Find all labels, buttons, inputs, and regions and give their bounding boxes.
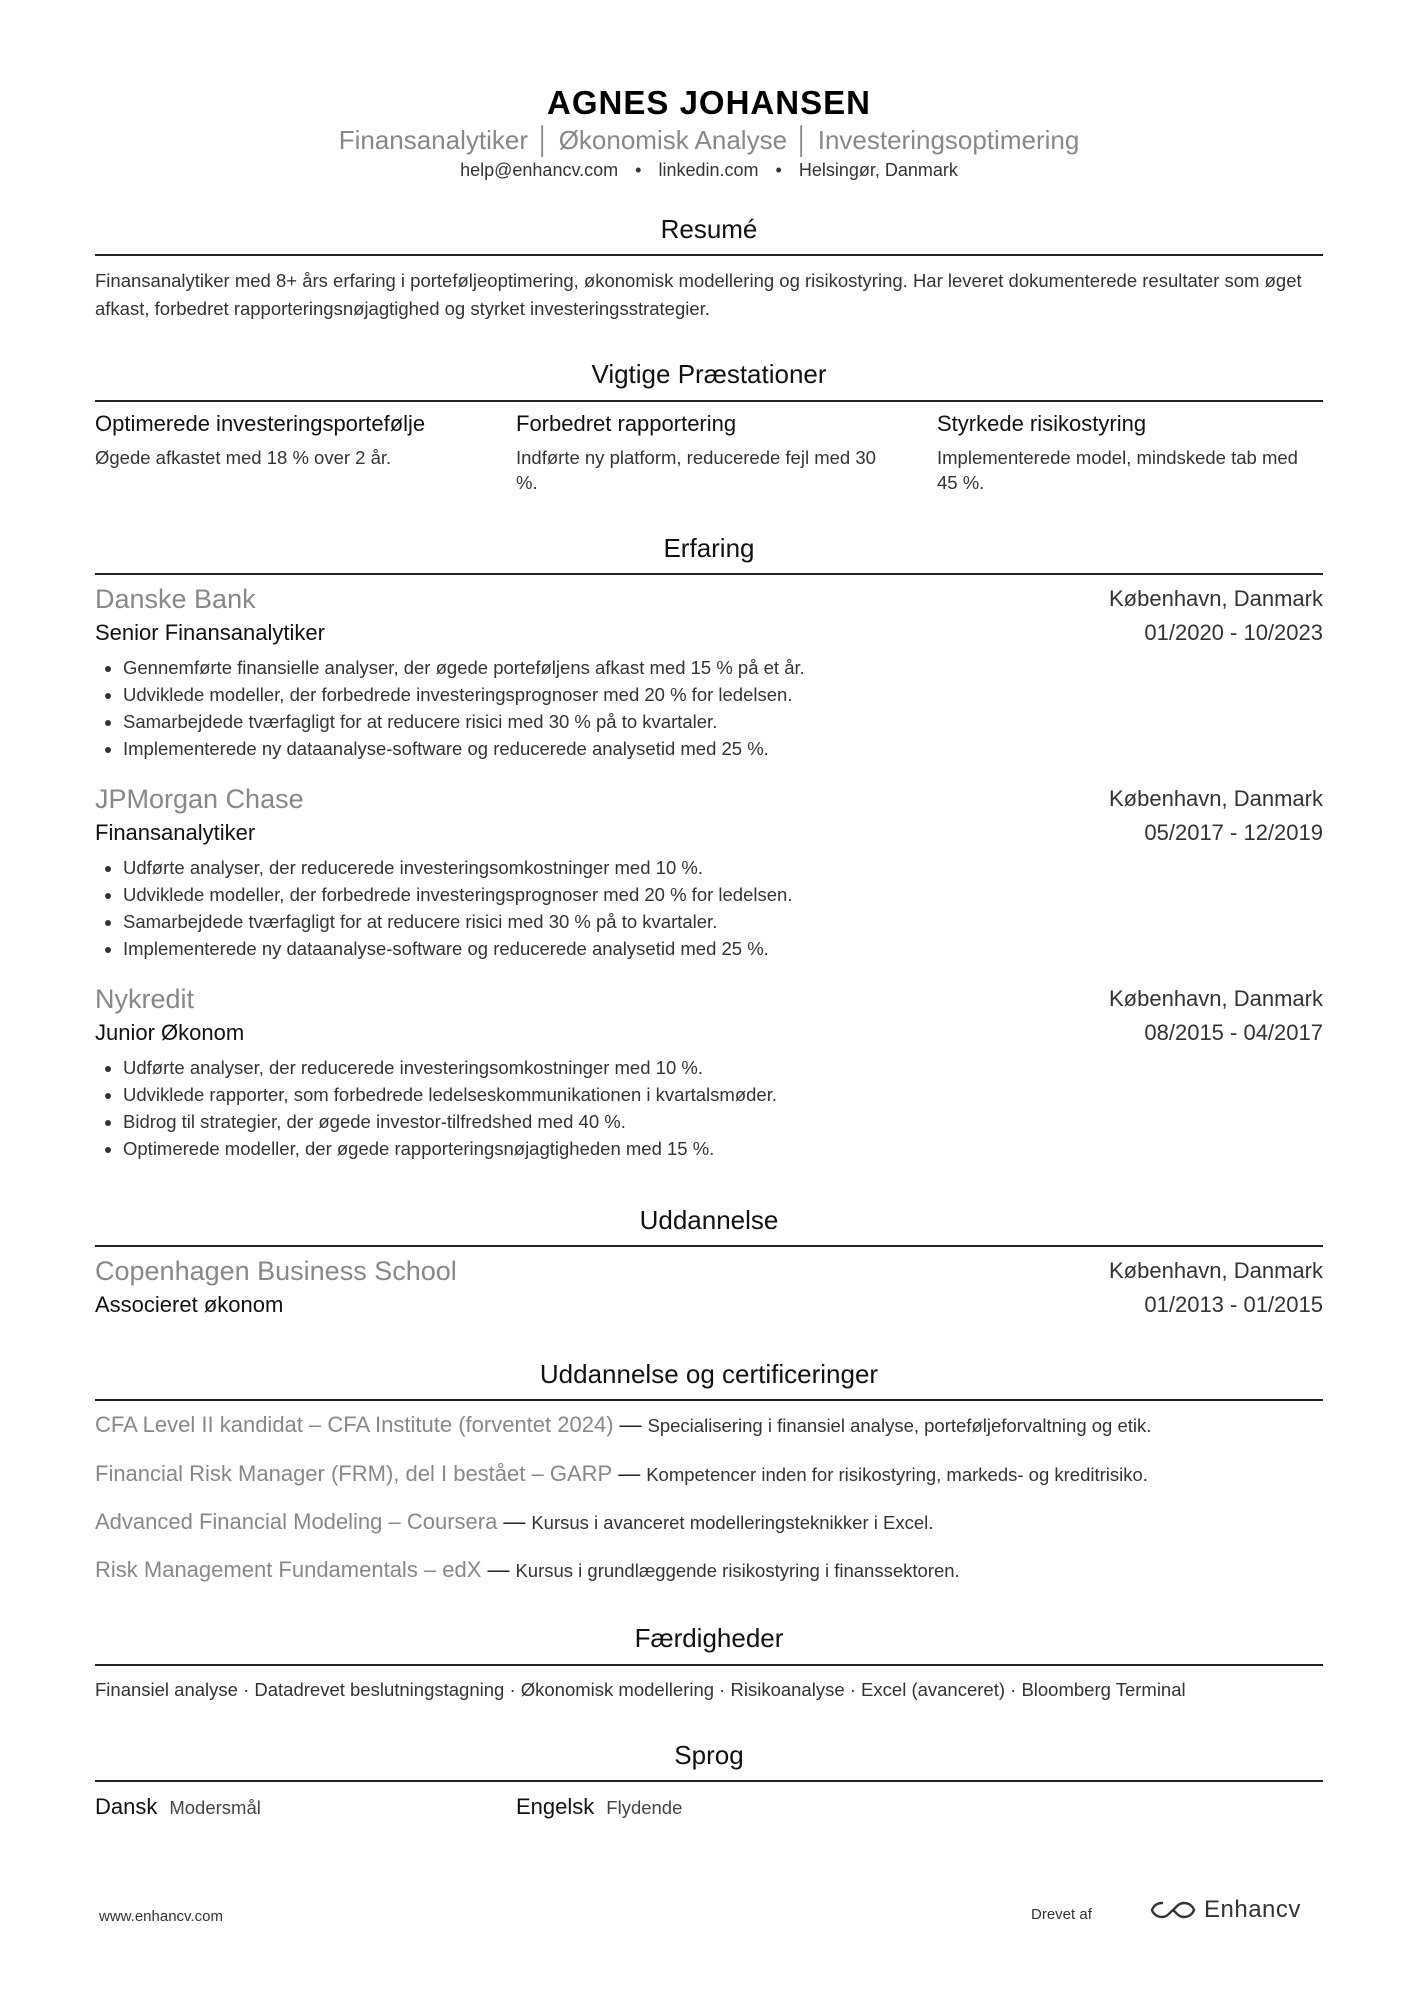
job-dates: 05/2017 - 12/2019 [1144, 820, 1323, 845]
experience-title: Erfaring [663, 533, 755, 563]
footer-made-by: Drevet af [1031, 1906, 1092, 1923]
footer-brand-logo[interactable] [1150, 1896, 1301, 1924]
job-bullet: • Samarbejdede tværfagligt for at reducere risici med 30 % på to kvartaler. [123, 708, 805, 735]
section-divider [95, 1399, 1323, 1401]
certification-desc: Kompetencer inden for risikostyring, markeds- og kreditrisiko. [646, 1464, 1148, 1485]
section-divider [95, 573, 1323, 575]
skills-title: Færdigheder [634, 1623, 784, 1653]
job-bullet: • Udviklede modeller, der forbedrede investeringsprognoser med 20 % for ledelsen. [123, 881, 792, 908]
job-location: København, Danmark [1109, 586, 1323, 611]
candidate-subtitle: Finansanalytiker │ Økonomisk Analyse │ Investeringsoptimering [338, 125, 1080, 155]
section-divider [95, 1780, 1323, 1782]
certification-dash: — [487, 1557, 510, 1582]
section-divider [95, 254, 1323, 256]
enhancv-logo-icon [1150, 1898, 1196, 1922]
certification-dash: — [503, 1509, 526, 1534]
certification-desc: Kursus i avanceret modelleringsteknikker i Excel. [531, 1512, 934, 1533]
job-bullet: • Implementerede ny dataanalyse-software og reducerede analysetid med 25 %. [123, 735, 805, 762]
certification-item [95, 1412, 1323, 1438]
footer-website[interactable]: www.enhancv.com [99, 1908, 223, 1925]
section-divider [95, 1664, 1323, 1666]
certification-desc: Specialisering i finansiel analyse, porteføljeforvaltning og etik. [647, 1415, 1152, 1436]
job-bullets [95, 1054, 777, 1162]
contact-separator: • [635, 160, 642, 180]
job-company: Nykredit [95, 984, 195, 1014]
language-name: Dansk [95, 1794, 158, 1819]
certification-dash: — [618, 1461, 641, 1486]
certification-item [95, 1509, 1323, 1535]
section-divider [95, 400, 1323, 402]
certification-item [95, 1461, 1323, 1487]
language-level: Modersmål [169, 1797, 261, 1818]
job-role: Finansanalytiker [95, 820, 256, 845]
achievement-desc: Øgede afkastet med 18 % over 2 år. [95, 447, 392, 468]
job-bullets [95, 854, 792, 962]
job-dates: 08/2015 - 04/2017 [1144, 1020, 1323, 1045]
certification-name: Risk Management Fundamentals – edX [95, 1557, 482, 1582]
job-bullet: • Gennemførte finansielle analyser, der øgede porteføljens afkast med 15 % på et år. [123, 654, 805, 681]
contact-linkedin[interactable]: linkedin.com [658, 160, 759, 180]
language-item [516, 1794, 682, 1820]
language-level: Flydende [606, 1797, 683, 1818]
candidate-name: AGNES JOHANSEN [547, 84, 871, 121]
contact-location: Helsingør, Danmark [798, 160, 958, 180]
section-divider [95, 1245, 1323, 1247]
education-school: Copenhagen Business School [95, 1256, 457, 1286]
footer-brand-name: Enhancv [1204, 1896, 1301, 1923]
achievement-desc: Indførte ny platform, reducerede fejl med 30 %. [516, 447, 876, 493]
job-bullet: • Udførte analyser, der reducerede investeringsomkostninger med 10 %. [123, 854, 792, 881]
achievement-desc: Implementerede model, mindskede tab med 45 %. [937, 447, 1298, 493]
contact-email[interactable]: help@enhancv.com [460, 160, 619, 180]
job-bullet: • Optimerede modeller, der øgede rapporteringsnøjagtigheden med 15 %. [123, 1135, 777, 1162]
education-dates: 01/2013 - 01/2015 [1144, 1292, 1323, 1317]
job-bullet: • Implementerede ny dataanalyse-software og reducerede analysetid med 25 %. [123, 935, 792, 962]
achievement-item [95, 411, 475, 470]
achievement-item [516, 411, 896, 495]
job-bullet: • Samarbejdede tværfagligt for at reducere risici med 30 % på to kvartaler. [123, 908, 792, 935]
job-bullet: • Udviklede rapporter, som forbedrede ledelseskommunikationen i kvartalsmøder. [123, 1081, 777, 1108]
job-bullet: • Udførte analyser, der reducerede investeringsomkostninger med 10 %. [123, 1054, 777, 1081]
summary-text: Finansanalytiker med 8+ års erfaring i porteføljeoptimering, økonomisk modellering og risikostyring. Har leveret dokumenterede resultater som øget afkast, forbedret rapporteringsnøjagtighed og styrket investeringsstrategier. [95, 270, 1302, 319]
job-role: Junior Økonom [95, 1020, 245, 1045]
certification-desc: Kursus i grundlæggende risikostyring i finanssektoren. [515, 1560, 960, 1581]
certification-name: CFA Level II kandidat – CFA Institute (forventet 2024) [95, 1412, 614, 1437]
achievement-item [937, 411, 1317, 495]
job-location: København, Danmark [1109, 986, 1323, 1011]
job-bullets [95, 654, 805, 762]
education-degree: Associeret økonom [95, 1292, 284, 1317]
languages-title: Sprog [674, 1740, 744, 1770]
summary-title: Resumé [660, 214, 758, 244]
achievements-title: Vigtige Præstationer [591, 359, 827, 389]
job-company: Danske Bank [95, 584, 256, 614]
contact-separator: • [775, 160, 782, 180]
job-bullet: • Bidrog til strategier, der øgede investor-tilfredshed med 40 %. [123, 1108, 777, 1135]
certification-item [95, 1557, 1323, 1583]
contact-line [95, 160, 1323, 181]
job-company: JPMorgan Chase [95, 784, 304, 814]
achievement-title: Optimerede investeringsportefølje [95, 411, 426, 436]
skills-text: Finansiel analyse · Datadrevet beslutningstagning · Økonomisk modellering · Risikoanalyse · Excel (avanceret) · Bloomberg Terminal [95, 1679, 1186, 1700]
job-dates: 01/2020 - 10/2023 [1144, 620, 1323, 645]
certification-dash: — [619, 1412, 642, 1437]
certification-name: Advanced Financial Modeling – Coursera [95, 1509, 498, 1534]
language-item [95, 1794, 261, 1820]
job-location: København, Danmark [1109, 786, 1323, 811]
education-title: Uddannelse [639, 1205, 779, 1235]
language-name: Engelsk [516, 1794, 595, 1819]
education-location: København, Danmark [1109, 1258, 1323, 1283]
achievement-title: Styrkede risikostyring [937, 411, 1147, 436]
achievement-title: Forbedret rapportering [516, 411, 737, 436]
job-role: Senior Finansanalytiker [95, 620, 325, 645]
certification-name: Financial Risk Manager (FRM), del I bestået – GARP [95, 1461, 613, 1486]
job-bullet: • Udviklede modeller, der forbedrede investeringsprognoser med 20 % for ledelsen. [123, 681, 805, 708]
certifications-title: Uddannelse og certificeringer [539, 1359, 879, 1389]
